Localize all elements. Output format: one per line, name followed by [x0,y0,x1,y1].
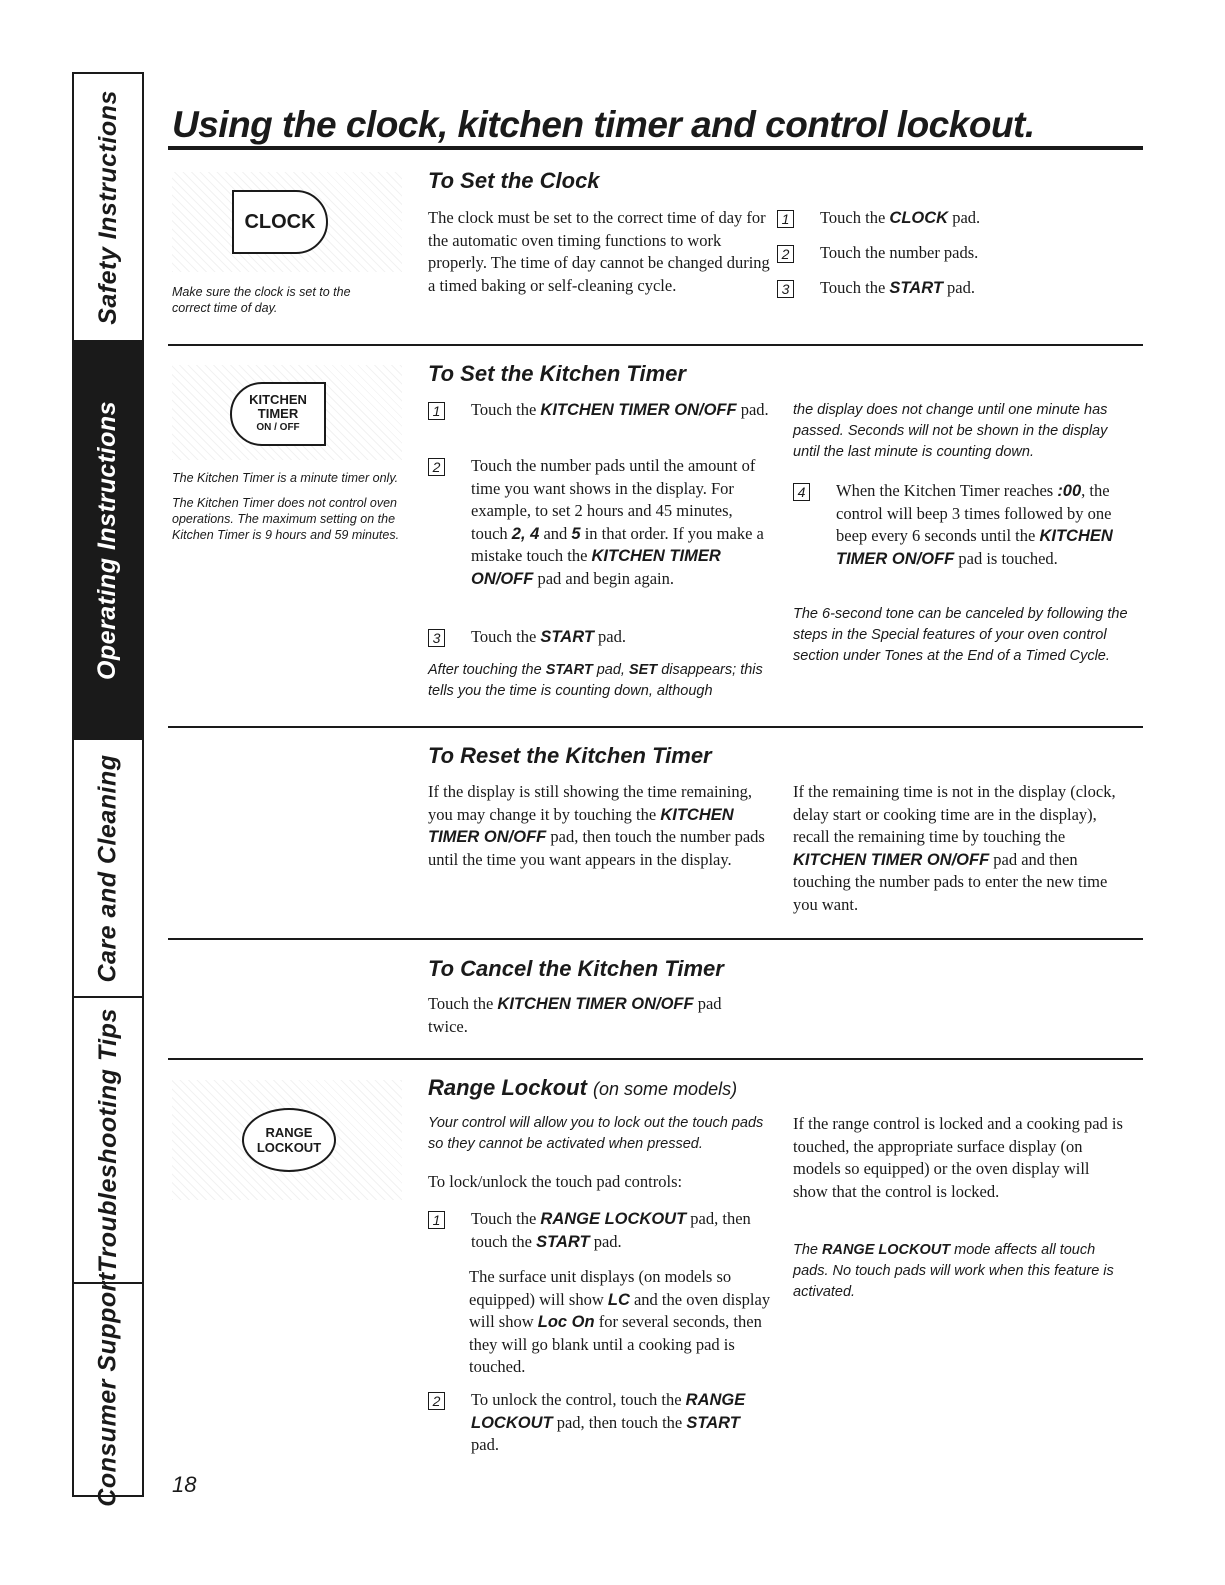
reset-text-2: If the remaining time is not in the display (clock, delay start or cooking time are in the display), recall the remaining time by touching the KITCHEN TIMER ON/OFF pad and then touching the number pads to enter the new time you want. [793,782,1116,914]
timer-after-start-note: After touching the START pad, SET disappears; this tells you the time is counting down, although [428,662,763,699]
timer-heading: To Set the Kitchen Timer [428,361,686,386]
step-text: Touch the CLOCK pad. [820,208,981,227]
section-tabs [72,72,144,1507]
tab-label: Consumer Support [93,1272,122,1507]
page-number: 18 [172,1472,197,1497]
clock-heading: To Set the Clock [428,168,600,193]
lock-key-line1: RANGE [265,1125,313,1140]
section-divider [168,726,1143,728]
step-text: To unlock the control, touch the RANGE LOCKOUT pad, then touch the START pad. [471,1390,746,1454]
kitchen-timer-key-icon [230,382,326,446]
page-title: Using the clock, kitchen timer and control lockout. [172,104,1035,145]
step-number: 2 [777,245,794,263]
clock-intro: The clock must be set to the correct time of day for the automatic oven timing functions to work properly. The time of day cannot be changed during a timed baking or self-cleaning cycle. [428,208,770,295]
tab-care-and-cleaning[interactable] [74,740,142,998]
cancel-text: Touch the KITCHEN TIMER ON/OFF pad twice. [428,994,722,1036]
tab-safety-instructions[interactable] [74,74,142,342]
tab-troubleshooting-tips[interactable] [74,998,142,1284]
reset-heading: To Reset the Kitchen Timer [428,743,712,768]
tone-cancel-note: The 6-second tone can be canceled by following the steps in the Special features of your oven control section under Tones at the End of a Timed Cycle. [793,606,1128,664]
tab-operating-instructions[interactable] [74,342,142,740]
step-text: Touch the number pads. [820,243,979,262]
tab-label: Safety Instructions [93,89,122,325]
step-number: 1 [777,210,794,228]
timer-step-4 [793,480,1128,570]
title-rule [168,146,1143,150]
step-text: When the Kitchen Timer reaches :00, the control will beep 3 times followed by one beep every 6 seconds until the KITCHEN TIMER ON/OFF pad is touched. [836,481,1113,568]
step-text: Touch the KITCHEN TIMER ON/OFF pad. [471,400,769,419]
clock-illustration [172,172,402,272]
section-divider [168,344,1143,346]
tab-label: Troubleshooting Tips [93,1007,122,1273]
lockout-illustration [172,1080,402,1200]
tab-consumer-support[interactable] [74,1272,142,1507]
step-number: 1 [428,1211,445,1229]
section-divider [168,938,1143,940]
clock-step-2 [777,242,1127,265]
section-divider [168,1058,1143,1060]
lockout-step-2 [428,1389,773,1457]
step-text: Touch the RANGE LOCKOUT pad, then touch the START pad. [471,1209,751,1251]
lockout-locked-text: If the range control is locked and a cooking pad is touched, the appropriate surface display (on models so equipped) or the oven display will show that the control is locked. [793,1114,1123,1201]
lockout-intro: To lock/unlock the touch pad controls: [428,1172,683,1191]
timer-caption-1: The Kitchen Timer is a minute timer only. [172,471,399,485]
step-text: Touch the START pad. [471,627,626,646]
timer-key-line3: ON / OFF [256,422,300,433]
lockout-intro-note: Your control will allow you to lock out the touch pads so they cannot be activated when pressed. [428,1115,764,1152]
timer-step-1 [428,399,773,422]
timer-display-note: the display does not change until one minute has passed. Seconds will not be shown in the display until the last minute is counting down. [793,402,1108,460]
clock-step-3 [777,277,1127,300]
lock-key-line2: LOCKOUT [256,1140,322,1155]
timer-key-line1: KITCHEN [249,392,307,407]
timer-illustration [172,365,402,460]
clock-key-icon [232,190,328,254]
step-number: 2 [428,458,445,476]
lockout-heading: Range Lockout (on some models) [428,1075,738,1100]
reset-text-1: If the display is still showing the time remaining, you may change it by touching the KITCHEN TIMER ON/OFF pad, then touch the number pads until the time you want appears in the display. [428,782,765,869]
timer-key-line2: TIMER [257,406,299,421]
step-number: 3 [428,629,445,647]
lockout-step-1 [428,1208,773,1253]
timer-step-3 [428,626,773,649]
step-text: Touch the START pad. [820,278,975,297]
lockout-display-detail: The surface unit displays (on models so equipped) will show LC and the oven display will show Loc On for several seconds, then they will go blank until a cooking pad is touched. [469,1267,771,1376]
step-text: Touch the number pads until the amount of time you want shows in the display. For example, to set 2 hours and 45 minutes, touch 2, 4 and 5 in that order. If you make a mistake touch the KITCHEN TIMER ON/OFF pad and begin again. [471,456,764,588]
tab-label: Care and Cleaning [93,754,122,982]
clock-step-1 [777,207,1127,230]
cancel-heading: To Cancel the Kitchen Timer [428,956,724,981]
step-number: 1 [428,402,445,420]
step-number: 2 [428,1392,445,1410]
lockout-affects-note: The RANGE LOCKOUT mode affects all touch pads. No touch pads will work when this feature is activated. [793,1242,1114,1300]
range-lockout-key-icon [242,1108,336,1172]
clock-key-label: CLOCK [244,210,316,233]
tab-label: Operating Instructions [93,400,122,680]
timer-caption-2: The Kitchen Timer does not control oven operations. The maximum setting on the Kitchen Timer is 9 hours and 59 minutes. [172,496,400,542]
step-number: 3 [777,280,794,298]
step-number: 4 [793,483,810,501]
timer-step-2 [428,455,773,590]
clock-caption: Make sure the clock is set to the correct time of day. [172,285,351,315]
